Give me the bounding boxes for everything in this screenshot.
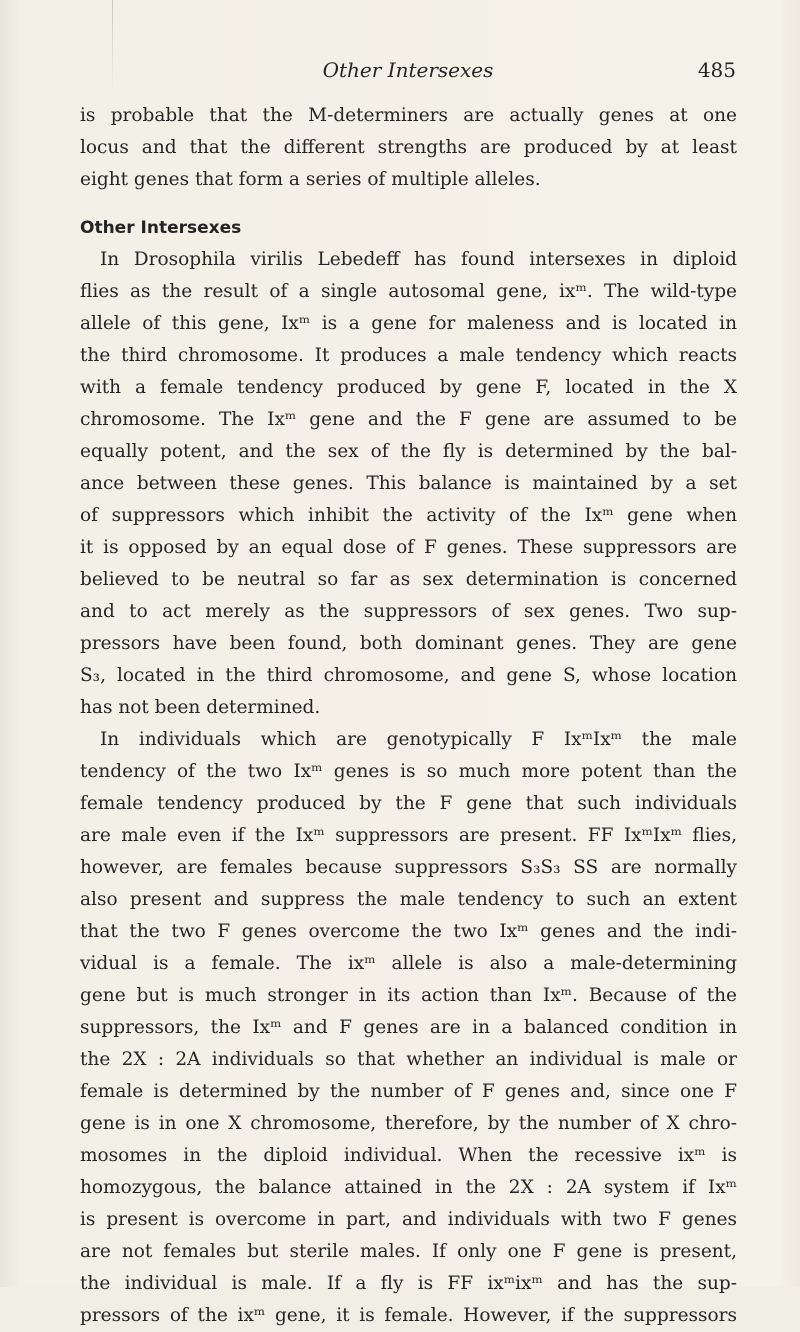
- text-line: is probable that the M-determiners are actually genes at one: [80, 105, 737, 126]
- text-line: chromosome. The Ixᵐ gene and the F gene are assumed to be: [80, 409, 737, 430]
- text-line: gene is in one X chromosome, therefore, by the number of X chro-: [80, 1113, 737, 1134]
- text-line: pressors have been found, both dominant genes. They are gene: [80, 633, 737, 654]
- text-line: equally potent, and the sex of the fly is determined by the bal-: [80, 441, 737, 462]
- text-line: ance between these genes. This balance is maintained by a set: [80, 473, 737, 494]
- text-line: female is determined by the number of F genes and, since one F: [80, 1081, 737, 1102]
- text-line: S₃, located in the third chromosome, and gene S, whose location: [80, 665, 737, 686]
- text-line: the 2X : 2A individuals so that whether an individual is male or: [80, 1049, 737, 1070]
- text-line: believed to be neutral so far as sex determination is concerned: [80, 569, 737, 590]
- text-line: mosomes in the diploid individual. When the recessive ixᵐ is: [80, 1145, 737, 1166]
- text-line: vidual is a female. The ixᵐ allele is also a male-determining: [80, 953, 737, 974]
- section-heading: Other Intersexes: [80, 218, 242, 238]
- text-line: has not been determined.: [80, 697, 321, 718]
- paragraph-continuation: [80, 100, 737, 196]
- text-line: allele of this gene, Ixᵐ is a gene for maleness and is located in: [80, 313, 737, 334]
- text-line: homozygous, the balance attained in the 2X : 2A system if Ixᵐ: [80, 1177, 737, 1198]
- text-line: of suppressors which inhibit the activity of the Ixᵐ gene when: [80, 505, 737, 526]
- text-line: In individuals which are genotypically F IxᵐIxᵐ the male: [100, 729, 737, 750]
- text-line: the individual is male. If a fly is FF ixᵐixᵐ and has the sup-: [80, 1273, 737, 1294]
- text-line: flies as the result of a single autosomal gene, ixᵐ. The wild-type: [80, 281, 737, 302]
- paragraph-genotypes: [80, 724, 737, 1332]
- body-text: [80, 100, 737, 1332]
- text-line: In Drosophila virilis Lebedeff has found intersexes in diploid: [100, 249, 737, 270]
- page-number: 485: [697, 58, 736, 82]
- text-line: that the two F genes overcome the two Ixᵐ genes and the indi-: [80, 921, 737, 942]
- running-head: Other Intersexes: [322, 58, 494, 82]
- paragraph-drosophila: [80, 244, 737, 724]
- text-line: it is opposed by an equal dose of F genes. These suppressors are: [80, 537, 737, 558]
- text-line: pressors of the ixᵐ gene, it is female. However, if the suppressors: [80, 1305, 737, 1326]
- text-line: also present and suppress the male tendency to such an extent: [80, 889, 737, 910]
- text-line: the third chromosome. It produces a male tendency which reacts: [80, 345, 737, 366]
- text-line: are male even if the Ixᵐ suppressors are present. FF IxᵐIxᵐ flies,: [80, 825, 737, 846]
- text-line: is present is overcome in part, and individuals with two F genes: [80, 1209, 737, 1230]
- text-line: tendency of the two Ixᵐ genes is so much more potent than the: [80, 761, 737, 782]
- text-line: eight genes that form a series of multiple alleles.: [80, 169, 541, 190]
- text-line: and to act merely as the suppressors of sex genes. Two sup-: [80, 601, 737, 622]
- text-line: with a female tendency produced by gene F, located in the X: [80, 377, 737, 398]
- text-line: are not females but sterile males. If only one F gene is present,: [80, 1241, 737, 1262]
- text-line: however, are females because suppressors S₃S₃ SS are normally: [80, 857, 737, 878]
- text-line: gene but is much stronger in its action than Ixᵐ. Because of the: [80, 985, 737, 1006]
- text-line: suppressors, the Ixᵐ and F genes are in a balanced condition in: [80, 1017, 737, 1038]
- page-header: [80, 58, 736, 88]
- text-line: female tendency produced by the F gene that such individuals: [80, 793, 737, 814]
- text-line: locus and that the different strengths are produced by at least: [80, 137, 737, 158]
